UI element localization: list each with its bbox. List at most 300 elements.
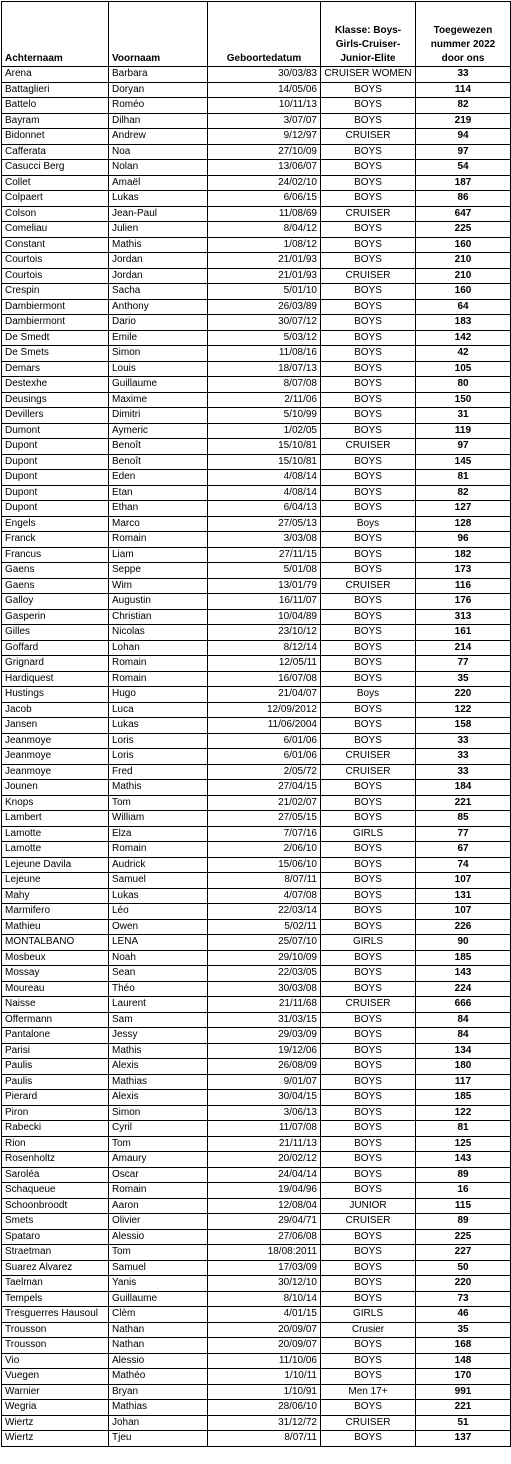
cell-number: 219 [416, 113, 511, 129]
cell-birthdate: 8/07/08 [208, 377, 321, 393]
cell-birthdate: 28/06/10 [208, 1400, 321, 1416]
cell-class: BOYS [321, 718, 416, 734]
cell-birthdate: 12/08/04 [208, 1198, 321, 1214]
cell-class: BOYS [321, 222, 416, 238]
cell-number: 183 [416, 315, 511, 331]
cell-number: 161 [416, 625, 511, 641]
cell-birthdate: 1/02/05 [208, 423, 321, 439]
cell-number: 145 [416, 454, 511, 470]
cell-number: 97 [416, 144, 511, 160]
cell-class: BOYS [321, 191, 416, 207]
cell-number: 84 [416, 1028, 511, 1044]
table-row [2, 1245, 511, 1261]
cell-number: 81 [416, 1121, 511, 1137]
cell-number: 84 [416, 1012, 511, 1028]
cell-class: BOYS [321, 346, 416, 362]
cell-surname: Dupont [2, 454, 109, 470]
cell-birthdate: 2/05/72 [208, 764, 321, 780]
cell-firstname: Benoît [109, 439, 208, 455]
table-row [2, 408, 511, 424]
cell-surname: Tempels [2, 1291, 109, 1307]
cell-firstname: Romain [109, 1183, 208, 1199]
cell-surname: Smets [2, 1214, 109, 1230]
cell-surname: Saroléa [2, 1167, 109, 1183]
cell-surname: Arena [2, 67, 109, 83]
table-row [2, 82, 511, 98]
cell-firstname: Nolan [109, 160, 208, 176]
cell-surname: Schoonbroodt [2, 1198, 109, 1214]
cell-birthdate: 21/11/68 [208, 997, 321, 1013]
header-surname: Achternaam [2, 2, 109, 67]
table-row [2, 113, 511, 129]
cell-class: BOYS [321, 1291, 416, 1307]
cell-birthdate: 30/04/15 [208, 1090, 321, 1106]
cell-class: BOYS [321, 609, 416, 625]
cell-firstname: Simon [109, 1105, 208, 1121]
cell-number: 105 [416, 361, 511, 377]
cell-number: 33 [416, 749, 511, 765]
cell-number: 168 [416, 1338, 511, 1354]
cell-number: 114 [416, 82, 511, 98]
cell-class: BOYS [321, 966, 416, 982]
cell-firstname: Yanis [109, 1276, 208, 1292]
table-row [2, 1090, 511, 1106]
cell-birthdate: 2/06/10 [208, 842, 321, 858]
cell-surname: Rabecki [2, 1121, 109, 1137]
cell-class: BOYS [321, 423, 416, 439]
cell-firstname: Noa [109, 144, 208, 160]
cell-class: BOYS [321, 842, 416, 858]
cell-birthdate: 15/06/10 [208, 857, 321, 873]
cell-firstname: Anthony [109, 299, 208, 315]
cell-number: 50 [416, 1260, 511, 1276]
cell-firstname: Jordan [109, 253, 208, 269]
table-row [2, 67, 511, 83]
cell-surname: Battelo [2, 98, 109, 114]
table-row [2, 1214, 511, 1230]
table-row [2, 253, 511, 269]
table-row [2, 950, 511, 966]
cell-number: 187 [416, 175, 511, 191]
cell-class: BOYS [321, 470, 416, 486]
cell-birthdate: 13/06/07 [208, 160, 321, 176]
cell-birthdate: 1/10/11 [208, 1369, 321, 1385]
cell-surname: Trousson [2, 1338, 109, 1354]
cell-birthdate: 22/03/14 [208, 904, 321, 920]
table-row [2, 640, 511, 656]
cell-birthdate: 11/07/08 [208, 1121, 321, 1137]
cell-firstname: Tjeu [109, 1431, 208, 1447]
cell-birthdate: 1/08/12 [208, 237, 321, 253]
cell-birthdate: 25/07/10 [208, 935, 321, 951]
cell-birthdate: 7/07/16 [208, 826, 321, 842]
table-row [2, 1152, 511, 1168]
cell-firstname: Nathan [109, 1338, 208, 1354]
header-assigned-number: Toegewezen nummer 2022 door ons [416, 2, 511, 67]
cell-number: 666 [416, 997, 511, 1013]
cell-number: 127 [416, 501, 511, 517]
cell-firstname: Bryan [109, 1384, 208, 1400]
cell-surname: Parisi [2, 1043, 109, 1059]
cell-class: CRUISER [321, 439, 416, 455]
cell-number: 94 [416, 129, 511, 145]
table-row [2, 966, 511, 982]
cell-class: BOYS [321, 1121, 416, 1137]
cell-number: 117 [416, 1074, 511, 1090]
cell-firstname: Théo [109, 981, 208, 997]
cell-class: CRUISER [321, 206, 416, 222]
table-row [2, 563, 511, 579]
table-row [2, 1105, 511, 1121]
cell-surname: Francus [2, 547, 109, 563]
cell-birthdate: 19/12/06 [208, 1043, 321, 1059]
cell-birthdate: 15/10/81 [208, 454, 321, 470]
cell-class: CRUISER [321, 749, 416, 765]
cell-class: CRUISER [321, 764, 416, 780]
cell-birthdate: 27/05/13 [208, 516, 321, 532]
cell-birthdate: 8/10/14 [208, 1291, 321, 1307]
cell-surname: Colpaert [2, 191, 109, 207]
cell-number: 224 [416, 981, 511, 997]
cell-surname: MONTALBANO [2, 935, 109, 951]
cell-number: 131 [416, 888, 511, 904]
cell-number: 150 [416, 392, 511, 408]
cell-number: 89 [416, 1167, 511, 1183]
table-row [2, 423, 511, 439]
cell-number: 160 [416, 237, 511, 253]
cell-class: BOYS [321, 795, 416, 811]
table-row [2, 625, 511, 641]
cell-surname: Jeanmoye [2, 764, 109, 780]
cell-firstname: Audrick [109, 857, 208, 873]
cell-firstname: Amaël [109, 175, 208, 191]
cell-birthdate: 27/10/09 [208, 144, 321, 160]
cell-birthdate: 30/07/12 [208, 315, 321, 331]
cell-surname: Wegria [2, 1400, 109, 1416]
cell-class: CRUISER [321, 578, 416, 594]
cell-surname: Gilles [2, 625, 109, 641]
table-row [2, 98, 511, 114]
cell-firstname: Alexis [109, 1090, 208, 1106]
cell-firstname: Romain [109, 842, 208, 858]
table-row [2, 795, 511, 811]
cell-class: BOYS [321, 1059, 416, 1075]
cell-class: BOYS [321, 1012, 416, 1028]
header-class: Klasse: Boys-Girls-Cruiser- Junior-Elite [321, 2, 416, 67]
table-row [2, 1043, 511, 1059]
cell-birthdate: 15/10/81 [208, 439, 321, 455]
cell-number: 90 [416, 935, 511, 951]
cell-surname: Rion [2, 1136, 109, 1152]
cell-firstname: Marco [109, 516, 208, 532]
cell-class: Boys [321, 687, 416, 703]
cell-surname: Taelman [2, 1276, 109, 1292]
cell-firstname: Alessio [109, 1353, 208, 1369]
cell-birthdate: 4/01/15 [208, 1307, 321, 1323]
cell-surname: Mossay [2, 966, 109, 982]
cell-number: 86 [416, 191, 511, 207]
cell-birthdate: 4/07/08 [208, 888, 321, 904]
cell-firstname: Wim [109, 578, 208, 594]
cell-surname: Dupont [2, 439, 109, 455]
registration-table [1, 1, 511, 1447]
table-row [2, 160, 511, 176]
cell-surname: Grignard [2, 656, 109, 672]
cell-surname: Crespin [2, 284, 109, 300]
cell-surname: Jacob [2, 702, 109, 718]
cell-birthdate: 30/03/08 [208, 981, 321, 997]
cell-birthdate: 29/10/09 [208, 950, 321, 966]
cell-surname: Lambert [2, 811, 109, 827]
cell-surname: Lejeune [2, 873, 109, 889]
cell-firstname: Olivier [109, 1214, 208, 1230]
cell-firstname: Julien [109, 222, 208, 238]
cell-surname: De Smedt [2, 330, 109, 346]
cell-birthdate: 8/12/14 [208, 640, 321, 656]
cell-firstname: Samuel [109, 1260, 208, 1276]
table-row [2, 361, 511, 377]
cell-class: BOYS [321, 671, 416, 687]
cell-number: 80 [416, 377, 511, 393]
cell-surname: Lejeune Davila [2, 857, 109, 873]
cell-birthdate: 5/02/11 [208, 919, 321, 935]
cell-birthdate: 29/03/09 [208, 1028, 321, 1044]
table-row [2, 1276, 511, 1292]
table-row [2, 919, 511, 935]
cell-surname: Bayram [2, 113, 109, 129]
cell-class: BOYS [321, 1074, 416, 1090]
cell-class: CRUISER [321, 1214, 416, 1230]
cell-number: 119 [416, 423, 511, 439]
cell-firstname: Roméo [109, 98, 208, 114]
cell-firstname: Owen [109, 919, 208, 935]
table-row [2, 687, 511, 703]
cell-surname: Warnier [2, 1384, 109, 1400]
cell-birthdate: 11/08/69 [208, 206, 321, 222]
cell-class: BOYS [321, 501, 416, 517]
table-row [2, 904, 511, 920]
cell-class: BOYS [321, 82, 416, 98]
cell-birthdate: 4/08/14 [208, 470, 321, 486]
cell-birthdate: 5/01/08 [208, 563, 321, 579]
cell-class: CRUISER WOMEN [321, 67, 416, 83]
cell-surname: Devillers [2, 408, 109, 424]
table-row [2, 780, 511, 796]
table-row [2, 547, 511, 563]
cell-birthdate: 12/05/11 [208, 656, 321, 672]
cell-surname: Destexhe [2, 377, 109, 393]
cell-surname: Hustings [2, 687, 109, 703]
cell-number: 33 [416, 764, 511, 780]
cell-number: 185 [416, 950, 511, 966]
cell-number: 97 [416, 439, 511, 455]
cell-birthdate: 21/02/07 [208, 795, 321, 811]
cell-birthdate: 26/08/09 [208, 1059, 321, 1075]
cell-firstname: Nicolas [109, 625, 208, 641]
cell-birthdate: 10/11/13 [208, 98, 321, 114]
cell-firstname: Alexis [109, 1059, 208, 1075]
cell-number: 67 [416, 842, 511, 858]
table-row [2, 1322, 511, 1338]
header-birthdate: Geboortedatum [208, 2, 321, 67]
cell-surname: Wiertz [2, 1431, 109, 1447]
cell-surname: Suarez Alvarez [2, 1260, 109, 1276]
cell-class: BOYS [321, 981, 416, 997]
table-row [2, 222, 511, 238]
cell-surname: Schaqueue [2, 1183, 109, 1199]
cell-surname: Mathieu [2, 919, 109, 935]
cell-firstname: Lukas [109, 191, 208, 207]
cell-firstname: Johan [109, 1415, 208, 1431]
table-row [2, 702, 511, 718]
cell-number: 54 [416, 160, 511, 176]
cell-class: BOYS [321, 315, 416, 331]
cell-number: 137 [416, 1431, 511, 1447]
cell-class: GIRLS [321, 935, 416, 951]
cell-firstname: Dilhan [109, 113, 208, 129]
cell-number: 185 [416, 1090, 511, 1106]
cell-surname: Moureau [2, 981, 109, 997]
cell-firstname: Louis [109, 361, 208, 377]
cell-number: 647 [416, 206, 511, 222]
cell-firstname: Ethan [109, 501, 208, 517]
cell-number: 184 [416, 780, 511, 796]
cell-number: 89 [416, 1214, 511, 1230]
cell-birthdate: 27/06/08 [208, 1229, 321, 1245]
table-row [2, 284, 511, 300]
cell-class: BOYS [321, 237, 416, 253]
cell-surname: Gaens [2, 578, 109, 594]
cell-birthdate: 20/09/07 [208, 1322, 321, 1338]
cell-class: Men 17+ [321, 1384, 416, 1400]
cell-class: BOYS [321, 377, 416, 393]
cell-class: BOYS [321, 857, 416, 873]
cell-surname: Dupont [2, 485, 109, 501]
cell-birthdate: 9/01/07 [208, 1074, 321, 1090]
table-row [2, 377, 511, 393]
table-row [2, 1307, 511, 1323]
cell-number: 210 [416, 253, 511, 269]
cell-number: 220 [416, 1276, 511, 1292]
cell-surname: Jounen [2, 780, 109, 796]
cell-class: BOYS [321, 950, 416, 966]
cell-firstname: Christian [109, 609, 208, 625]
cell-birthdate: 30/03/83 [208, 67, 321, 83]
cell-surname: Courtois [2, 268, 109, 284]
cell-number: 313 [416, 609, 511, 625]
cell-firstname: Aymeric [109, 423, 208, 439]
cell-number: 31 [416, 408, 511, 424]
cell-class: BOYS [321, 1229, 416, 1245]
cell-class: BOYS [321, 594, 416, 610]
cell-number: 220 [416, 687, 511, 703]
cell-birthdate: 23/10/12 [208, 625, 321, 641]
cell-firstname: Cyril [109, 1121, 208, 1137]
cell-firstname: Eden [109, 470, 208, 486]
cell-number: 176 [416, 594, 511, 610]
cell-surname: Mahy [2, 888, 109, 904]
cell-surname: Vio [2, 1353, 109, 1369]
cell-firstname: Nathan [109, 1322, 208, 1338]
cell-birthdate: 21/01/93 [208, 253, 321, 269]
cell-surname: Deusings [2, 392, 109, 408]
table-row [2, 1121, 511, 1137]
table-row [2, 237, 511, 253]
cell-class: CRUISER [321, 1415, 416, 1431]
cell-firstname: Samuel [109, 873, 208, 889]
cell-birthdate: 6/06/15 [208, 191, 321, 207]
table-row [2, 532, 511, 548]
cell-class: BOYS [321, 1136, 416, 1152]
table-row [2, 1183, 511, 1199]
cell-class: BOYS [321, 1152, 416, 1168]
cell-surname: Casucci Berg [2, 160, 109, 176]
table-row [2, 1198, 511, 1214]
cell-birthdate: 3/06/13 [208, 1105, 321, 1121]
cell-firstname: Léo [109, 904, 208, 920]
cell-firstname: Maxime [109, 392, 208, 408]
cell-class: BOYS [321, 532, 416, 548]
cell-firstname: Romain [109, 532, 208, 548]
cell-firstname: Alessio [109, 1229, 208, 1245]
cell-firstname: Mathias [109, 1074, 208, 1090]
cell-birthdate: 17/03/09 [208, 1260, 321, 1276]
cell-number: 160 [416, 284, 511, 300]
table-row [2, 1400, 511, 1416]
table-row [2, 578, 511, 594]
cell-number: 210 [416, 268, 511, 284]
cell-birthdate: 29/04/71 [208, 1214, 321, 1230]
cell-firstname: Dimitri [109, 408, 208, 424]
cell-surname: Cafferata [2, 144, 109, 160]
cell-number: 227 [416, 1245, 511, 1261]
cell-firstname: Jessy [109, 1028, 208, 1044]
table-row [2, 811, 511, 827]
cell-class: BOYS [321, 733, 416, 749]
cell-class: JUNIOR [321, 1198, 416, 1214]
cell-number: 107 [416, 873, 511, 889]
cell-surname: Tresguerres Hausoul [2, 1307, 109, 1323]
cell-firstname: Loris [109, 749, 208, 765]
table-row [2, 501, 511, 517]
cell-firstname: Benoît [109, 454, 208, 470]
table-row [2, 1291, 511, 1307]
cell-birthdate: 10/04/89 [208, 609, 321, 625]
cell-birthdate: 2/11/06 [208, 392, 321, 408]
cell-number: 82 [416, 485, 511, 501]
cell-surname: Mosbeux [2, 950, 109, 966]
cell-birthdate: 3/07/07 [208, 113, 321, 129]
cell-firstname: Emile [109, 330, 208, 346]
cell-firstname: Fred [109, 764, 208, 780]
cell-surname: Jeanmoye [2, 749, 109, 765]
cell-class: BOYS [321, 485, 416, 501]
cell-number: 122 [416, 702, 511, 718]
cell-birthdate: 14/05/06 [208, 82, 321, 98]
cell-surname: Paulis [2, 1059, 109, 1075]
cell-surname: Franck [2, 532, 109, 548]
table-row [2, 315, 511, 331]
cell-firstname: Mathéo [109, 1369, 208, 1385]
cell-birthdate: 6/01/06 [208, 733, 321, 749]
cell-number: 214 [416, 640, 511, 656]
cell-number: 221 [416, 795, 511, 811]
table-row [2, 516, 511, 532]
cell-number: 182 [416, 547, 511, 563]
cell-birthdate: 24/02/10 [208, 175, 321, 191]
table-header [2, 2, 511, 67]
cell-firstname: Mathis [109, 1043, 208, 1059]
